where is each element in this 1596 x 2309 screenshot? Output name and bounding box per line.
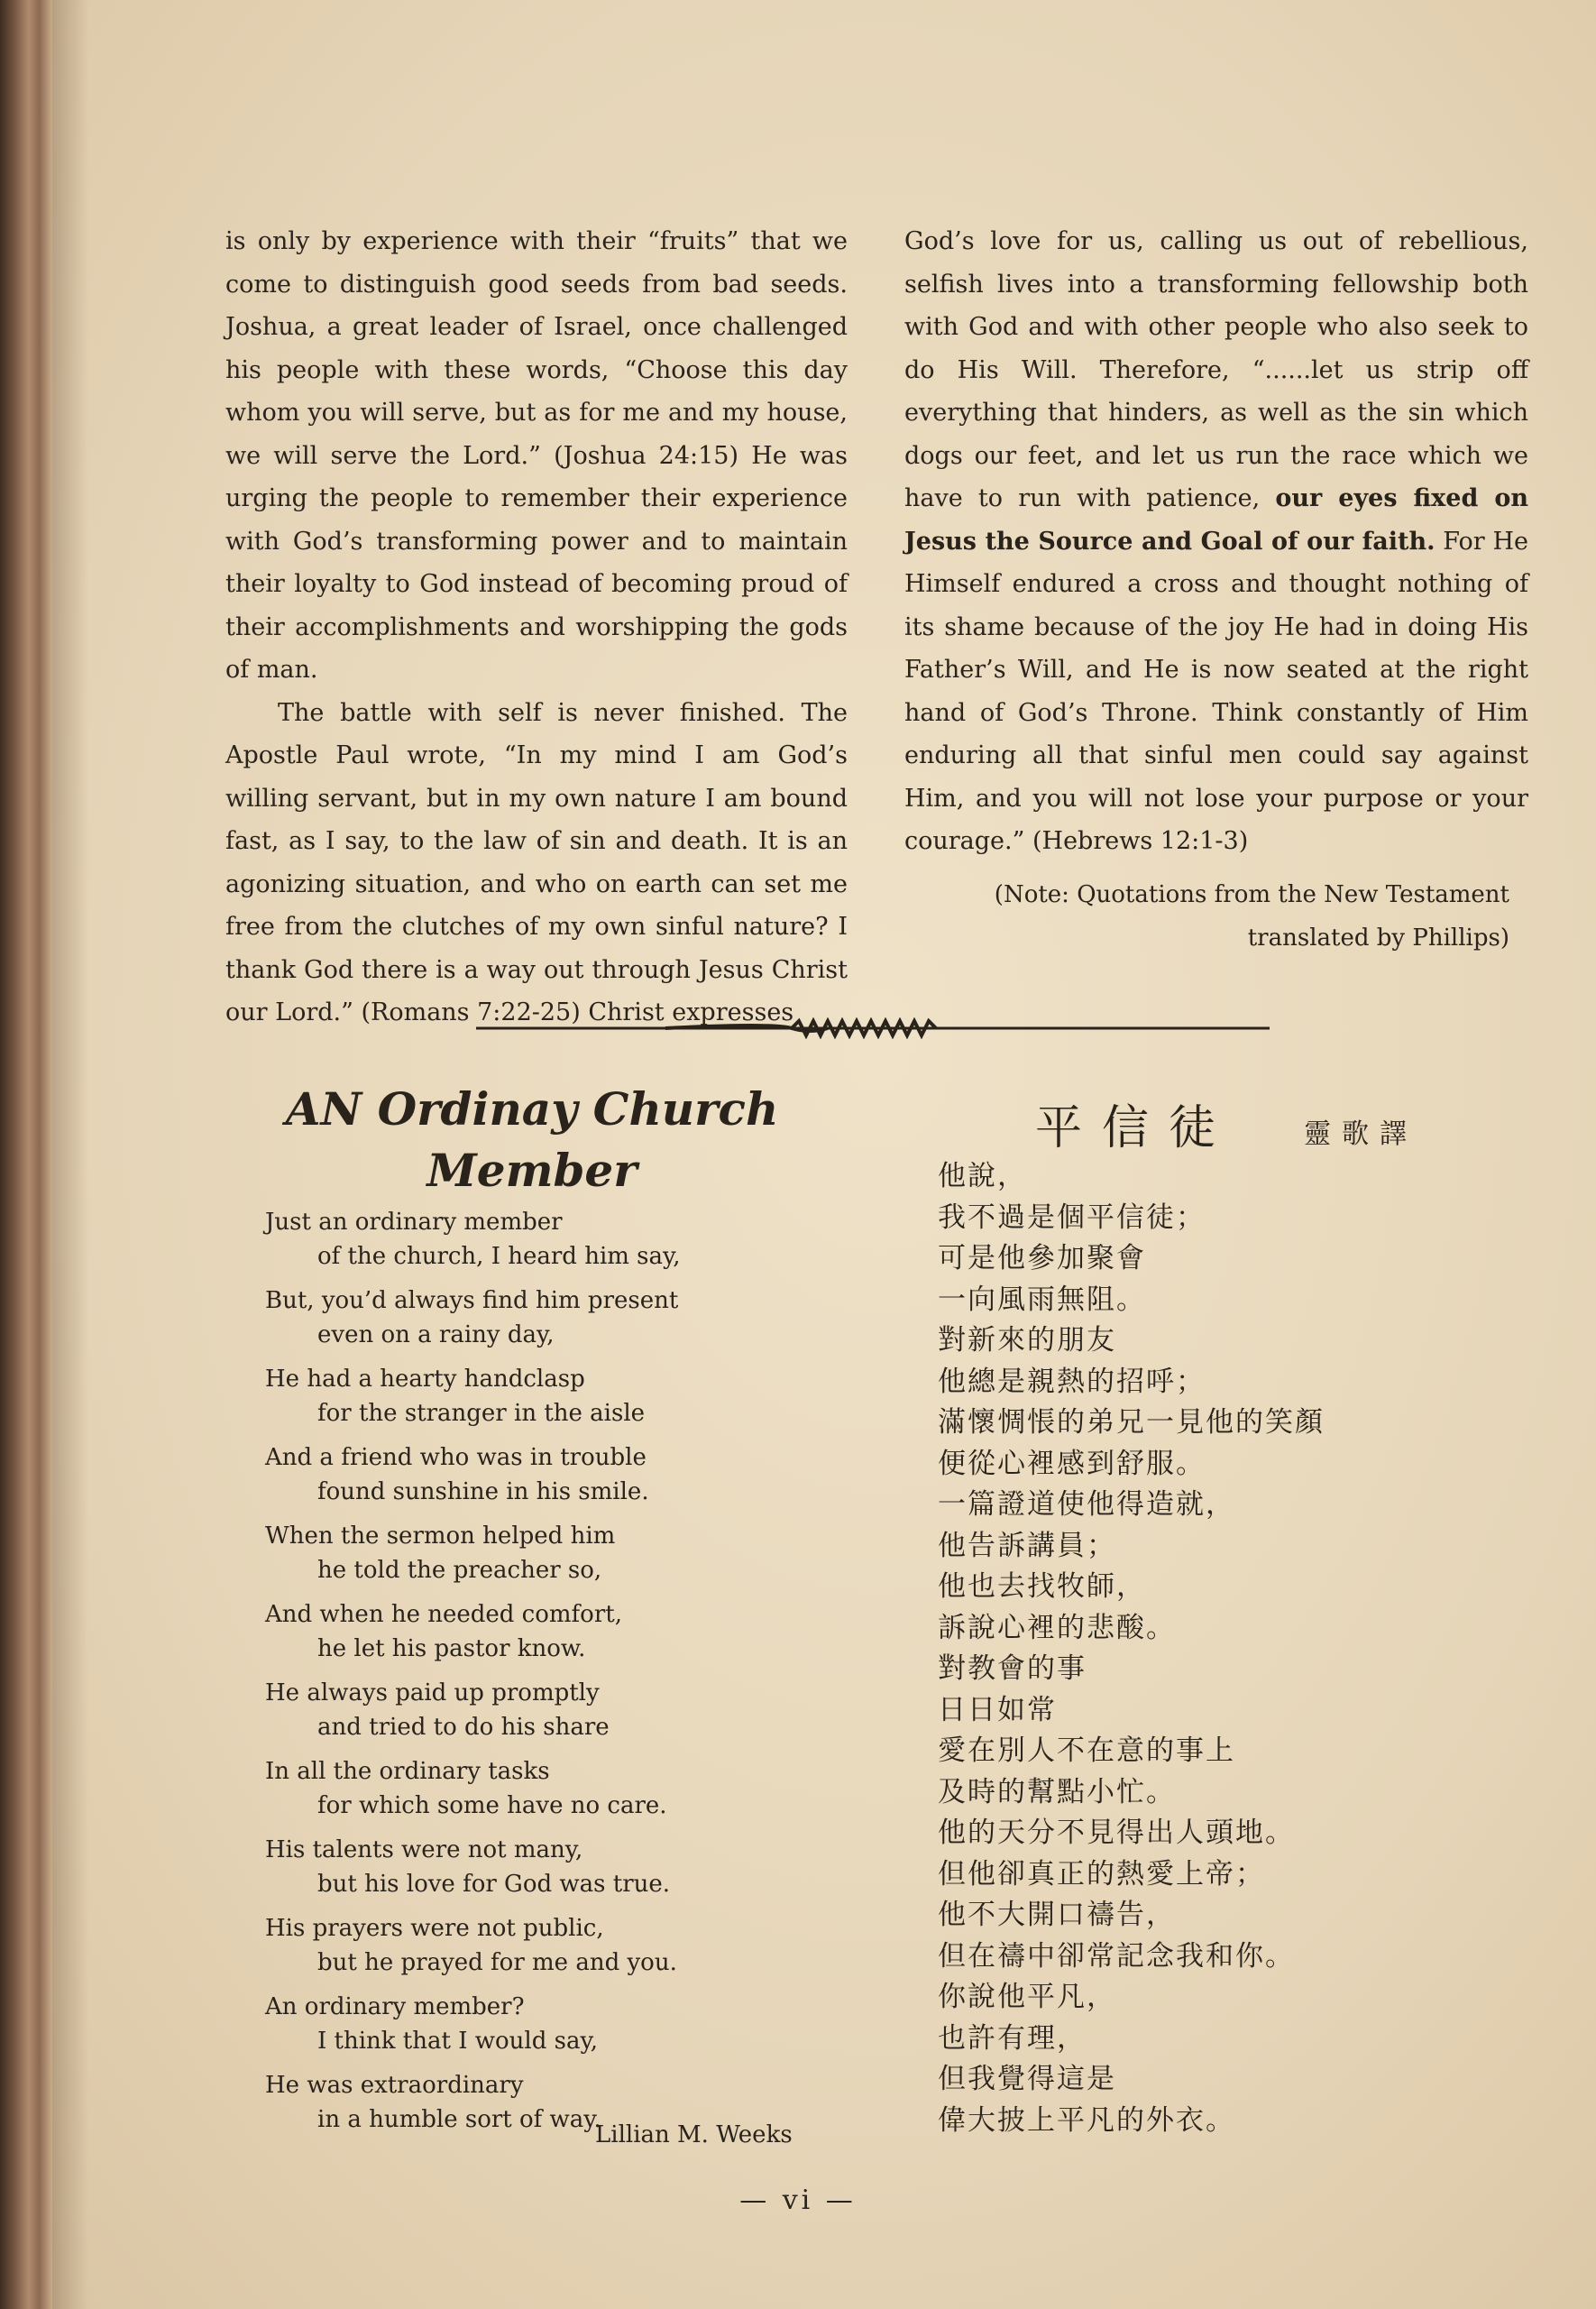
- page-number: — vi —: [739, 2185, 857, 2216]
- chinese-poem-line: 一篇證道使他得造就，: [938, 1488, 1235, 1521]
- poem-line: but his love for God was true.: [317, 1871, 671, 1898]
- poem-stanza: [265, 1440, 824, 1509]
- chinese-poem-line: 他告訴講員；: [938, 1529, 1116, 1562]
- poem-stanza: [265, 1833, 824, 1901]
- poem-title-line-2: Member: [427, 1144, 637, 1197]
- poem-line: he let his pastor know.: [317, 1635, 586, 1662]
- poem-stanza: [265, 1205, 824, 1274]
- chinese-poem-line: 但在禱中卻常記念我和你。: [938, 1939, 1295, 1973]
- poem-stanza: [265, 1362, 824, 1430]
- poem-stanza: [265, 1754, 824, 1823]
- right-paragraph: [904, 220, 1528, 863]
- poem-stanza: [265, 1597, 824, 1666]
- poem-line: even on a rainy day,: [317, 1321, 555, 1348]
- chinese-poem-title: 平信徒: [1035, 1101, 1236, 1155]
- poem-title: [261, 1079, 803, 1201]
- poem-line: He had a hearty handclasp: [265, 1366, 585, 1393]
- translation-note: [974, 873, 1509, 960]
- poem-line: for which some have no care.: [317, 1792, 667, 1819]
- left-column-text: [225, 220, 848, 1035]
- chinese-poem-line: 及時的幫點小忙。: [938, 1775, 1176, 1808]
- poem-line: But, you’d always find him present: [265, 1287, 679, 1314]
- poem-line: in a humble sort of way.: [317, 2106, 601, 2133]
- poem-line: for the stranger in the aisle: [317, 1400, 646, 1427]
- note-line-1: (Note: Quotations from the New Testament: [994, 881, 1509, 908]
- poem-stanza: [265, 1990, 824, 2058]
- poem-stanza: [265, 1676, 824, 1744]
- chinese-poem-line: 他說，: [938, 1160, 1027, 1192]
- chinese-poem-line: 對教會的事: [938, 1652, 1087, 1685]
- chinese-poem-line: 偉大披上平凡的外衣。: [938, 2103, 1235, 2137]
- poem-line: And when he needed comfort,: [265, 1601, 622, 1628]
- poem-stanza: [265, 1283, 824, 1352]
- poem-line: In all the ordinary tasks: [265, 1758, 550, 1785]
- poem-line: His prayers were not public,: [265, 1915, 604, 1942]
- chinese-poem-line: 日日如常: [938, 1693, 1057, 1726]
- poem-line: and tried to do his share: [317, 1714, 610, 1741]
- chinese-poem-line: 可是他參加聚會: [938, 1242, 1146, 1274]
- chinese-poem-line: 他不大開口禱告，: [938, 1899, 1176, 1931]
- chinese-poem-line: 但我覺得這是: [938, 2063, 1116, 2095]
- chinese-poem-line: 我不過是個平信徒；: [938, 1200, 1206, 1234]
- binding-shadow: [52, 0, 88, 2309]
- poem-stanza: [265, 1519, 824, 1587]
- poem-author: Lillian M. Weeks: [595, 2121, 793, 2148]
- poem-title-line-1: AN Ordinay Church: [285, 1082, 779, 1136]
- book-binding: [0, 0, 52, 2309]
- chinese-poem-line: 滿懷惆悵的弟兄一見他的笑顏: [938, 1406, 1325, 1439]
- chinese-poem-line: 訴說心裡的悲酸。: [938, 1611, 1176, 1644]
- right-text-after: For He Himself endured a cross and thought nothing of its shame because of the joy He had in doing His Father’s Will, and He is now seated at the right hand of God’s Throne. Think constantly of Him enduring all that sinful men could say against Him, and you will not lose your purpose or your courage.” (Hebrews 12:1-3): [904, 527, 1528, 855]
- poem-line: I think that I would say,: [317, 2028, 598, 2055]
- left-paragraph-2: The battle with self is never finished. The Apostle Paul wrote, “In my mind I am God’s willing servant, but in my own nature I am bound fast, as I say, to the law of sin and death. It is an agonizing situation, and who on earth can set me free from the clutches of my own sinful nature? I thank God there is a way out through Jesus Christ our Lord.” (Romans 7:22-25) Christ expresses: [225, 698, 848, 1026]
- chinese-poem-line: 但他卻真正的熱愛上帝；: [938, 1857, 1265, 1890]
- chinese-poem-line: 他總是親熱的招呼；: [938, 1365, 1206, 1398]
- poem-line: His talents were not many,: [265, 1836, 583, 1863]
- poem-line: When the sermon helped him: [265, 1522, 616, 1550]
- poem-line: he told the preacher so,: [317, 1557, 602, 1584]
- chinese-poem-line: 愛在別人不在意的事上: [938, 1734, 1235, 1767]
- chinese-poem-line: 便從心裡感到舒服。: [938, 1447, 1206, 1480]
- poem-stanza: [265, 1911, 824, 1980]
- chinese-poem-line: 他也去找牧師，: [938, 1570, 1146, 1603]
- poem-line: Just an ordinary member: [265, 1209, 563, 1236]
- right-column-text: [904, 220, 1528, 863]
- english-poem: [265, 1205, 824, 2147]
- chinese-poem-credit: 靈歌譯: [1304, 1118, 1417, 1150]
- poem-line: found sunshine in his smile.: [317, 1478, 649, 1505]
- chinese-poem: [938, 1156, 1325, 2141]
- right-text-before: God’s love for us, calling us out of rebellious, selfish lives into a transforming fellowship both with God and with other people who also seek to do His Will. Therefore, “......let us strip off everything that hinders, as well as the sin which dogs our feet, and let us run the race which we have to run with patience,: [904, 227, 1528, 512]
- chinese-poem-line: 對新來的朋友: [938, 1324, 1116, 1357]
- poem-line: of the church, I heard him say,: [317, 1243, 681, 1270]
- right-text-bold: our eyes fixed on Jesus the Source and Goal of our faith.: [904, 484, 1528, 556]
- note-line-2: translated by Phillips): [1247, 925, 1509, 952]
- chinese-poem-line: 你說他平凡，: [938, 1981, 1116, 2013]
- left-paragraph-1: is only by experience with their “fruits” that we come to distinguish good seeds from bad seeds. Joshua, a great leader of Israel, once challenged his people with these words, “Choose this day whom you will serve, but as for me and my house, we will serve the Lord.” (Joshua 24:15) He was urging the people to remember their experience with God’s transforming power and to maintain their loyalty to God instead of becoming proud of their accomplishments and worshipping the gods of man.: [225, 227, 848, 684]
- chinese-poem-line: 他的天分不見得出人頭地。: [938, 1817, 1295, 1849]
- chinese-poem-line: 一向風雨無阻。: [938, 1283, 1146, 1316]
- chinese-poem-line: 也許有理，: [938, 2021, 1087, 2055]
- decorative-divider: [476, 1017, 1270, 1039]
- poem-line: He was extraordinary: [265, 2072, 524, 2099]
- poem-line: And a friend who was in trouble: [265, 1444, 647, 1471]
- poem-line: but he prayed for me and you.: [317, 1949, 677, 1976]
- poem-line: An ordinary member?: [265, 1993, 525, 2020]
- poem-line: He always paid up promptly: [265, 1679, 600, 1706]
